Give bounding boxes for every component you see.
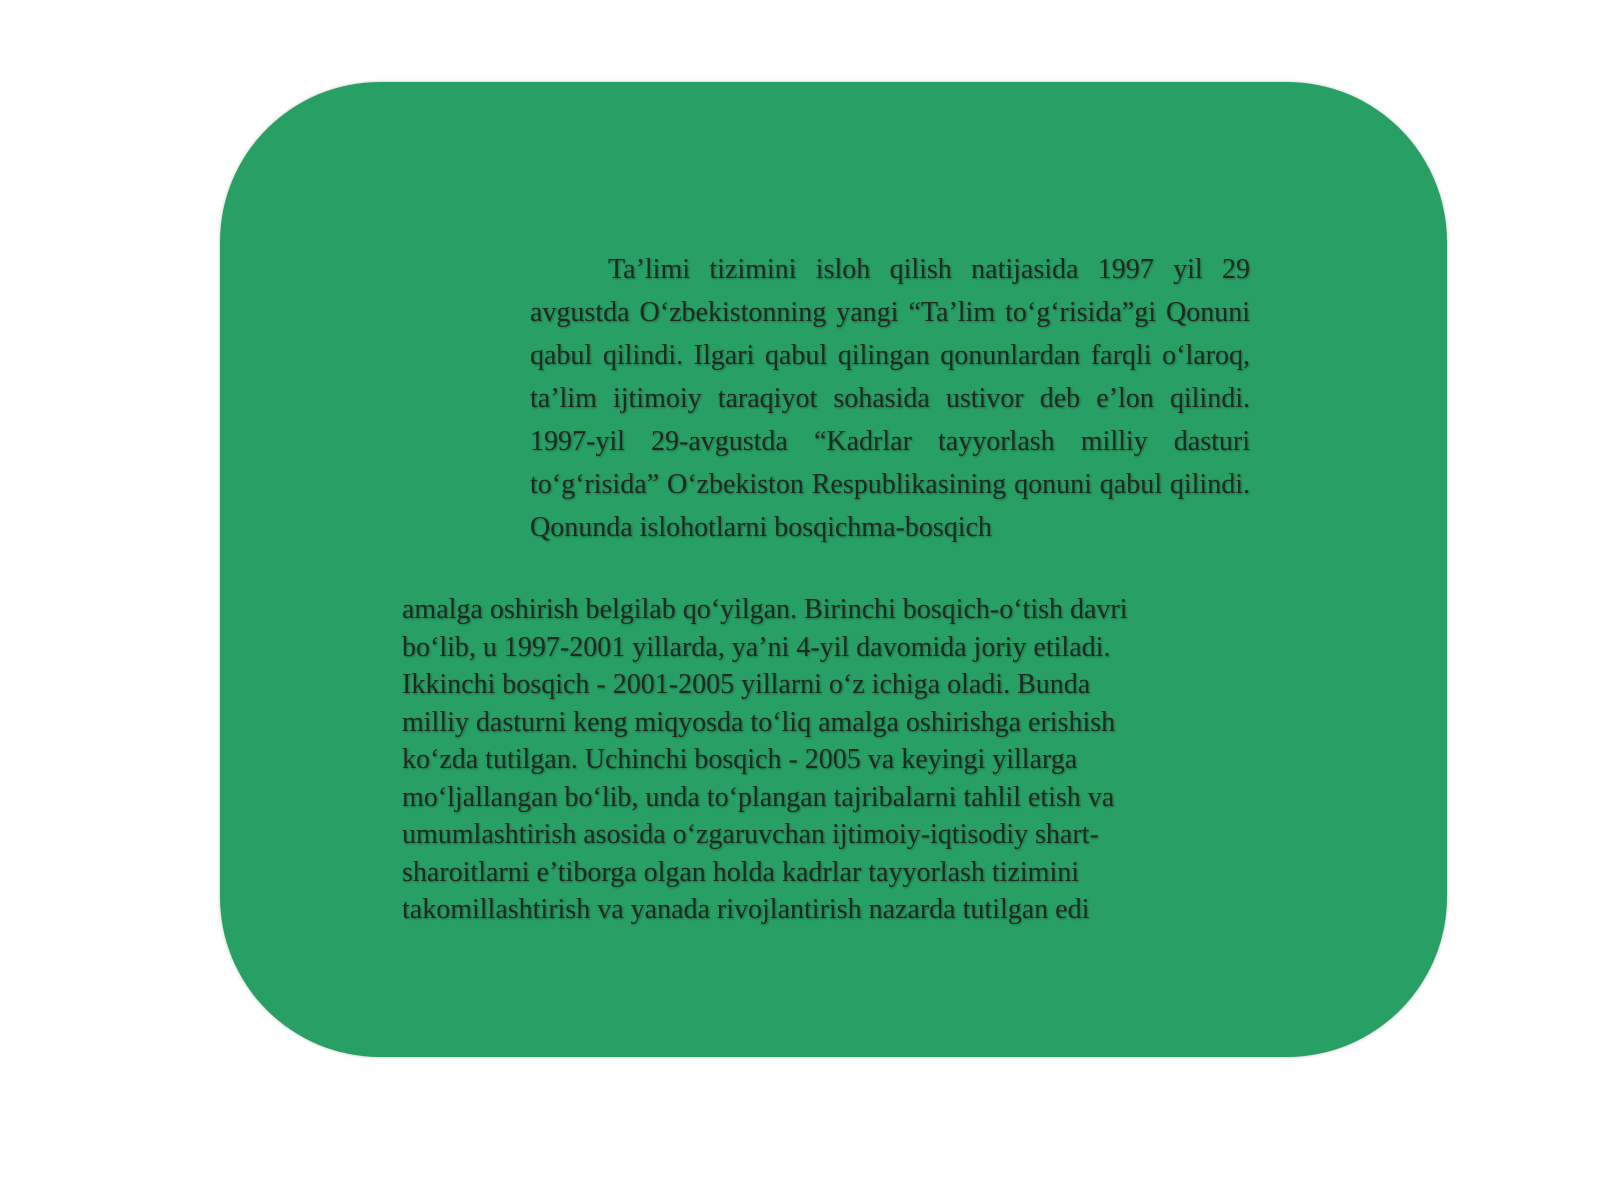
paragraph-line: ko‘zda tutilgan. Uchinchi bosqich - 2005 va keyingi yillarga — [402, 744, 1078, 775]
paragraph-line: bo‘lib, u 1997-2001 yillarda, ya’ni 4-yil davomida joriy etiladi. — [402, 631, 1111, 663]
paragraph-bottom — [402, 591, 1222, 929]
paragraph-top: Ta’limi tizimini isloh qilish natijasida 1997 yil 29 avgustda O‘zbekistonning yangi “Ta’lim to‘g‘risida”gi Qonuni qabul qilindi. Ilgari qabul qilingan qonunlardan farqli o‘laroq, ta’lim ijtimoiy taraqiyot sohasida ustivor deb e’lon qilindi. 1997-yil 29-avgustda “Kadrlar tayyorlash milliy dasturi to‘g‘risida” O‘zbekiston Respublikasining qonuni qabul qilindi. Qonunda islohotlarni bosqichma-bosqich — [530, 254, 1250, 543]
paragraph-line: milliy dasturni keng miqyosda to‘liq amalga oshirishga erishish — [402, 706, 1116, 738]
paragraph-line: takomillashtirish va yanada rivojlantirish nazarda tutilgan edi — [402, 894, 1090, 925]
paragraph-line: amalga oshirish belgilab qo‘yilgan. Birinchi bosqich-o‘tish davri — [402, 594, 1128, 625]
paragraph-line: Ikkinchi bosqich - 2001-2005 yillarni o‘z ichiga oladi. Bunda — [402, 669, 1091, 700]
paragraph-line: sharoitlarni e’tiborga olgan holda kadrlar tayyorlash tizimini — [402, 856, 1080, 888]
paragraph-line: umumlashtirish asosida o‘zgaruvchan ijtimoiy-iqtisodiy shart- — [402, 819, 1099, 850]
paragraph-line: mo‘ljallangan bo‘lib, unda to‘plangan tajribalarni tahlil etish va — [402, 781, 1115, 813]
